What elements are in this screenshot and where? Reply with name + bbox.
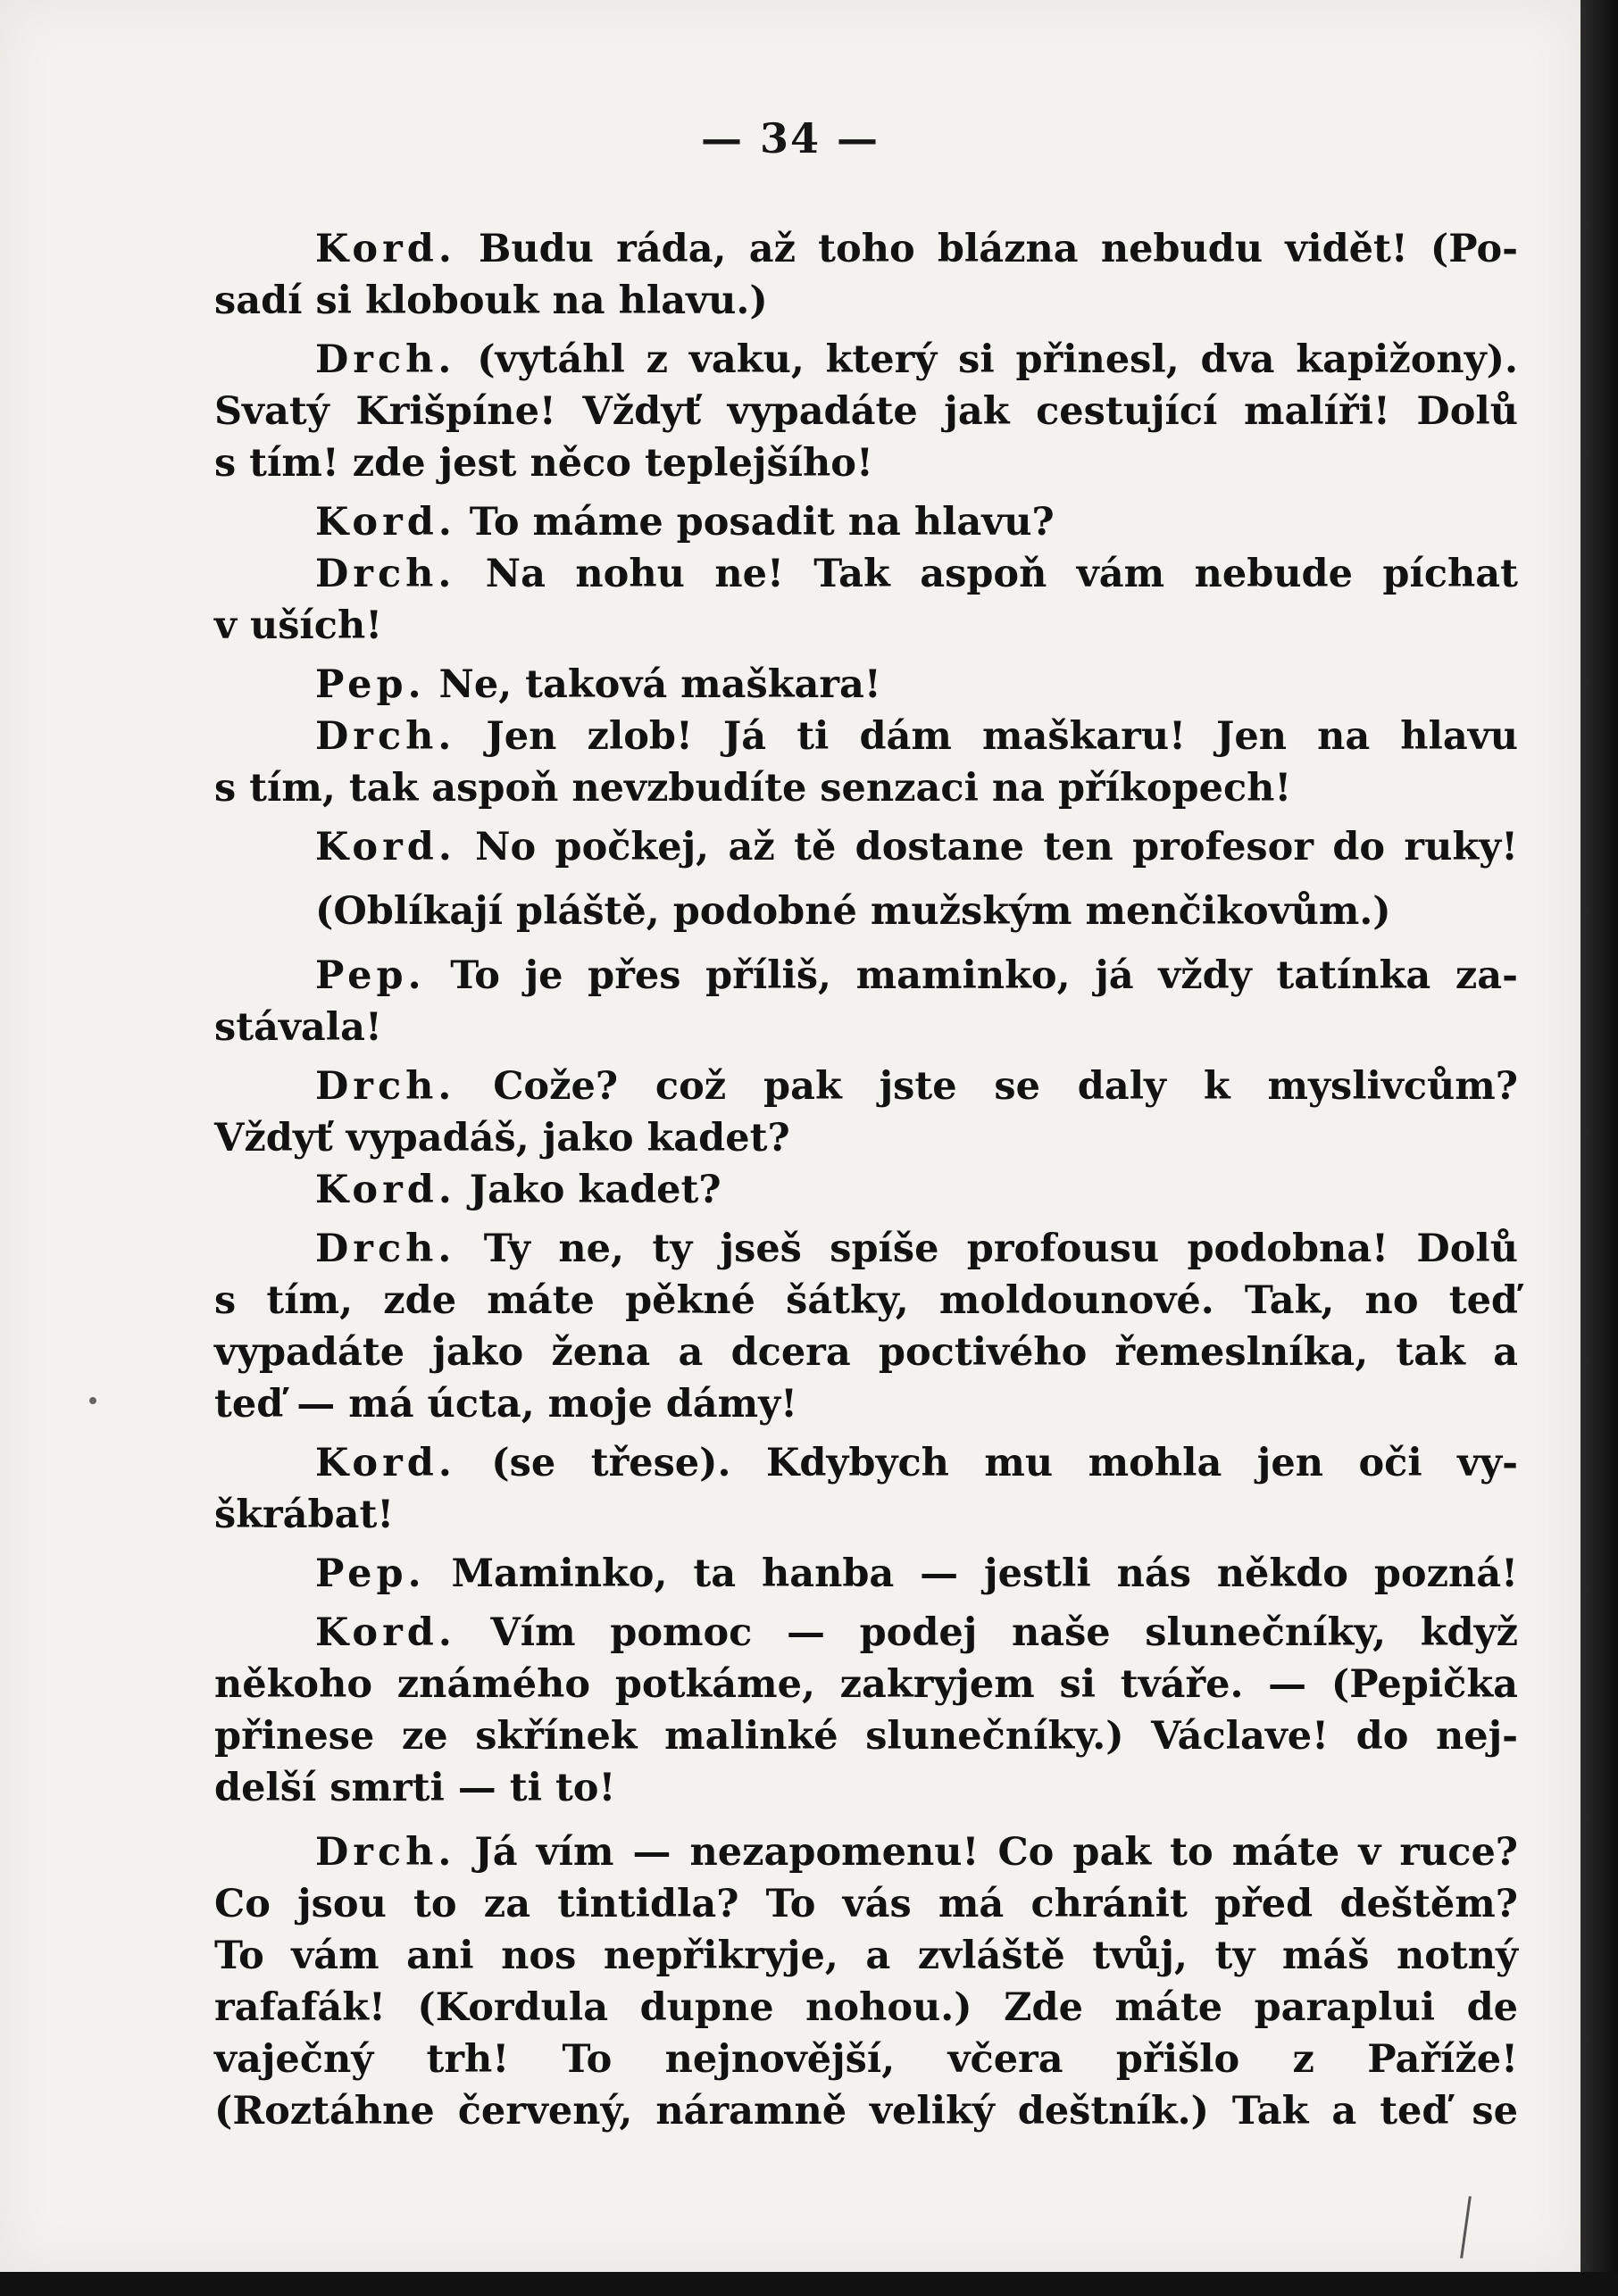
text-line (214, 659, 1518, 711)
line-text: To vám ani nos nepřikryje, a zvláště tvůj, ty máš notný (214, 1934, 1518, 1978)
text-line (214, 1710, 1518, 1762)
text-line (214, 1061, 1518, 1112)
line-text: Cože? což pak jste se daly k myslivcům? (455, 1064, 1518, 1109)
line-text: Budu ráda, až toho blázna nebudu vidět! (Po- (455, 227, 1518, 271)
speaker-label: Kord. (315, 227, 456, 271)
scan-right-edge (1580, 0, 1618, 2296)
scan-bottom-edge (0, 2272, 1618, 2296)
text-line (214, 1489, 1518, 1541)
speaker-label: Drch. (315, 1064, 456, 1109)
line-text: Co jsou to za tintidla? To vás má chránit před deštěm? (214, 1882, 1518, 1926)
text-line (214, 1607, 1518, 1659)
line-text: s tím, tak aspoň nevzbudíte senzaci na příkopech! (214, 766, 1292, 811)
text-line (214, 1002, 1518, 1053)
line-text: přinese ze skřínek malinké slunečníky.) Václave! do nej- (214, 1714, 1518, 1759)
text-line (214, 1982, 1518, 2034)
text-line (214, 223, 1518, 275)
line-text: někoho známého potkáme, zakryjem si tváře. — (Pepička (214, 1662, 1518, 1707)
text-line (214, 1327, 1518, 1378)
speaker-label: Pep. (315, 953, 426, 998)
speaker-label: Drch. (315, 714, 456, 759)
line-text: (se třese). Kdybych mu mohla jen oči vy- (455, 1441, 1518, 1485)
line-text: škrábat! (214, 1493, 395, 1537)
play-text-block (214, 223, 1518, 2137)
speaker-label: Kord. (315, 1441, 456, 1485)
line-text: To máme posadit na hlavu? (455, 500, 1055, 545)
line-text: Jako kadet? (455, 1168, 721, 1212)
text-line (214, 762, 1518, 814)
speaker-label: Kord. (315, 1168, 456, 1212)
line-text: (Roztáhne červený, náramně veliký deštník.) Tak a teď se (214, 2089, 1518, 2134)
page-number: — 34 — (700, 114, 880, 162)
speaker-label: Kord. (315, 1610, 456, 1655)
text-line (214, 950, 1518, 1002)
text-line (214, 1378, 1518, 1430)
text-line (214, 334, 1518, 386)
line-text: s tím, zde máte pěkné šátky, moldounové. Tak, no teď (214, 1278, 1518, 1323)
text-line (214, 1762, 1518, 1814)
speaker-label: Drch. (315, 552, 456, 596)
text-line (214, 2034, 1518, 2085)
line-text: Ne, taková maškara! (425, 662, 881, 707)
line-text: Ty ne, ty jseš spíše profousu podobna! Dolů (455, 1227, 1518, 1271)
speaker-label: Drch. (315, 337, 456, 382)
speaker-label: Pep. (315, 1551, 426, 1596)
text-line (214, 386, 1518, 437)
line-text: vypadáte jako žena a dcera poctivého řemeslníka, tak a (214, 1330, 1518, 1375)
text-line (214, 437, 1518, 489)
line-text: Vždyť vypadáš, jako kadet? (214, 1116, 790, 1160)
text-line (214, 1437, 1518, 1489)
stage-direction (214, 886, 1518, 937)
speaker-label: Kord. (315, 825, 456, 869)
text-line (214, 1223, 1518, 1275)
line-text: s tím! zde jest něco teplejšího! (214, 441, 873, 486)
text-line (214, 275, 1518, 327)
line-text: No počkej, až tě dostane ten profesor do ruky! (455, 825, 1518, 869)
line-text: teď — má úcta, moje dámy! (214, 1382, 798, 1427)
scan-speck (89, 1397, 96, 1404)
speaker-label: Drch. (315, 1830, 456, 1875)
scan-mark (1460, 2196, 1472, 2259)
speaker-label: Pep. (315, 662, 426, 707)
line-text: Jen zlob! Já ti dám maškaru! Jen na hlavu (455, 714, 1518, 759)
line-text: stávala! (214, 1005, 382, 1050)
speaker-label: Kord. (315, 500, 456, 545)
text-line (214, 1878, 1518, 1930)
line-text: vaječný trh! To nejnovější, včera přišlo z Paříže! (214, 2037, 1518, 2082)
text-line (214, 1164, 1518, 1216)
line-text: delší smrti — ti to! (214, 1766, 616, 1810)
text-line (214, 821, 1518, 873)
line-text: (Oblíkají pláště, podobné mužským menčikovům.) (315, 889, 1391, 934)
line-text: sadí si klobouk na hlavu.) (214, 279, 768, 323)
line-text: v uších! (214, 603, 383, 648)
text-line (214, 1275, 1518, 1327)
line-text: To je přes příliš, maminko, já vždy tatínka za- (425, 953, 1518, 998)
text-line (214, 711, 1518, 762)
line-text: Maminko, ta hanba — jestli nás někdo pozná! (425, 1551, 1518, 1596)
text-line (214, 1826, 1518, 1878)
text-line (214, 1112, 1518, 1164)
text-line (214, 2085, 1518, 2137)
text-line (214, 1548, 1518, 1600)
line-text: Svatý Krišpíne! Vždyť vypadáte jak cestující malíři! Dolů (214, 389, 1518, 434)
speaker-label: Drch. (315, 1227, 456, 1271)
text-line (214, 1930, 1518, 1982)
text-line (214, 1659, 1518, 1710)
line-text: (vytáhl z vaku, který si přinesl, dva kapižony). (455, 337, 1518, 382)
line-text: Vím pomoc — podej naše slunečníky, když (455, 1610, 1518, 1655)
line-text: Já vím — nezapomenu! Co pak to máte v ruce? (455, 1830, 1518, 1875)
text-line (214, 496, 1518, 548)
line-text: rafafák! (Kordula dupne nohou.) Zde máte paraplui de (214, 1985, 1518, 2030)
text-line (214, 600, 1518, 652)
line-text: Na nohu ne! Tak aspoň vám nebude píchat (455, 552, 1518, 596)
text-line (214, 548, 1518, 600)
